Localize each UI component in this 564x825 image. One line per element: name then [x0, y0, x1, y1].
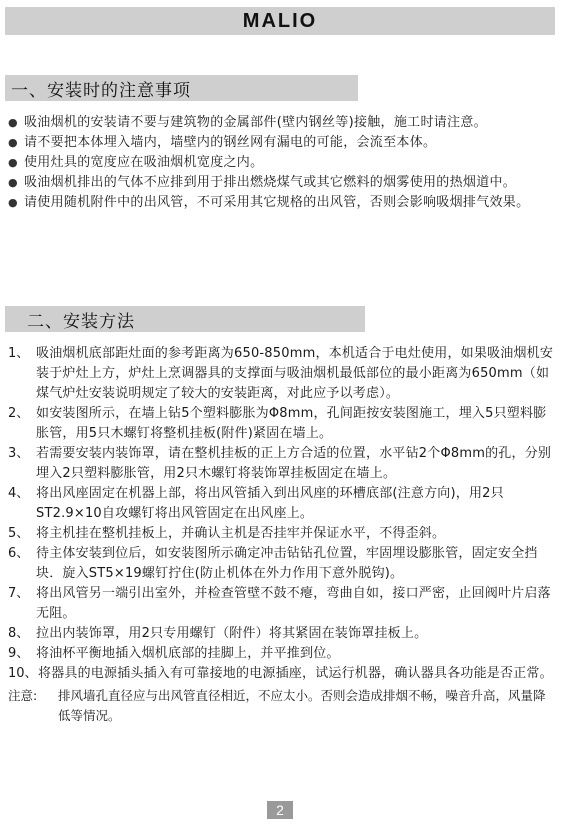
page-number: 2 [267, 801, 293, 819]
list-item-text: 请不要把本体埋入墙内，墙壁内的钢丝网有漏电的可能，会流至本体。 [24, 135, 437, 150]
header-bar [5, 7, 555, 35]
list-item-text: 请使用随机附件中的出风管，不可采用其它规格的出风管，否则会影响吸烟排气效果。 [24, 195, 530, 210]
step-number: 8、 [8, 626, 30, 641]
step-number: 2、 [8, 406, 30, 421]
installation-steps [8, 344, 556, 726]
bullet-icon: ● [8, 196, 18, 209]
section-title-precautions [5, 75, 358, 101]
step-item [8, 664, 556, 684]
step-item [8, 644, 556, 664]
step-text: 将主机挂在整机挂板上，并确认主机是否挂牢并保证水平，不得歪斜。 [36, 526, 446, 541]
step-item [8, 484, 556, 524]
list-item [8, 193, 556, 213]
note-text: 排风墙孔直径应与出风管直径相近，不应太小。否则会造成排烟不畅，噪音升高，风量降低等情况。 [58, 688, 546, 723]
step-text: 将出风座固定在机器上部，将出风管插入到出风座的环槽底部(注意方向)，用2只ST2.9×10自攻螺钉将出风管固定在出风座上。 [36, 486, 504, 521]
step-item [8, 404, 556, 444]
bullet-icon: ● [8, 176, 18, 189]
step-text: 如安装图所示，在墙上钻5个塑料膨胀为Φ8mm，孔间距按安装图施工，埋入5只塑料膨胀管，用5只木螺钉将整机挂板(附件)紧固在墙上。 [36, 406, 547, 441]
step-number: 9、 [8, 646, 30, 661]
step-number: 6、 [8, 546, 30, 561]
list-item [8, 153, 556, 173]
step-item [8, 524, 556, 544]
bullet-icon: ● [8, 156, 18, 169]
section-title-text: 一、安装时的注意事项 [11, 80, 191, 101]
precautions-list [8, 113, 556, 213]
step-item [8, 344, 556, 404]
list-item [8, 173, 556, 193]
step-number: 1、 [8, 346, 30, 361]
step-text: 将出风管另一端引出室外，并检查管壁不鼓不瘪，弯曲自如，接口严密，止回阀叶片启落无阻。 [36, 586, 551, 621]
step-number: 5、 [8, 526, 30, 541]
note-label: 注意: [8, 688, 38, 703]
step-text: 吸油烟机底部距灶面的参考距离为650-850mm，本机适合于电灶使用，如果吸油烟机安装于炉灶上方，炉灶上烹调器具的支撑面与吸油烟机最低部位的最小距离为650mm（如煤气炉灶安装说明规定了较大的安装距离，对此应予以考虑）。 [36, 346, 554, 401]
section-title-installation [5, 306, 365, 332]
list-item [8, 113, 556, 133]
step-text: 拉出内装饰罩，用2只专用螺钉（附件）将其紧固在装饰罩挂板上。 [36, 626, 428, 641]
bullet-icon: ● [8, 116, 18, 129]
step-item [8, 624, 556, 644]
step-number: 7、 [8, 586, 30, 601]
list-item-text: 吸油烟机排出的气体不应排到用于排出燃烧煤气或其它燃料的烟雾使用的热烟道中。 [24, 175, 517, 190]
list-item [8, 133, 556, 153]
section-title-text: 二、安装方法 [27, 311, 135, 332]
step-item [8, 444, 556, 484]
brand-logo: MALIO [242, 9, 318, 32]
list-item-text: 使用灶具的宽度应在吸油烟机宽度之内。 [24, 155, 264, 170]
bullet-icon: ● [8, 136, 18, 149]
list-item-text: 吸油烟机的安装请不要与建筑物的金属部件(壁内钢丝等)接触，施工时请注意。 [24, 115, 487, 130]
step-text: 待主体安装到位后，如安装图所示确定冲击钻钻孔位置，牢固埋设膨胀管，固定安全挡块．旋入ST5×19螺钉拧住(防止机体在外力作用下意外脱钩)。 [36, 546, 538, 581]
step-number: 3、 [8, 446, 30, 461]
step-text: 将器具的电源插头插入有可靠接地的电源插座，试运行机器，确认器具各功能是否正常。 [38, 666, 553, 681]
step-item [8, 584, 556, 624]
step-number: 10、 [8, 666, 38, 681]
step-text: 将油杯平衡地插入烟机底部的挂脚上，并平推到位。 [36, 646, 340, 661]
note [8, 686, 556, 726]
step-text: 若需要安装内装饰罩，请在整机挂板的正上方合适的位置，水平钻2个Φ8mm的孔，分别埋入2只塑料膨胀管，用2只木螺钉将装饰罩挂板固定在墙上。 [36, 446, 552, 481]
step-item [8, 544, 556, 584]
step-number: 4、 [8, 486, 30, 501]
